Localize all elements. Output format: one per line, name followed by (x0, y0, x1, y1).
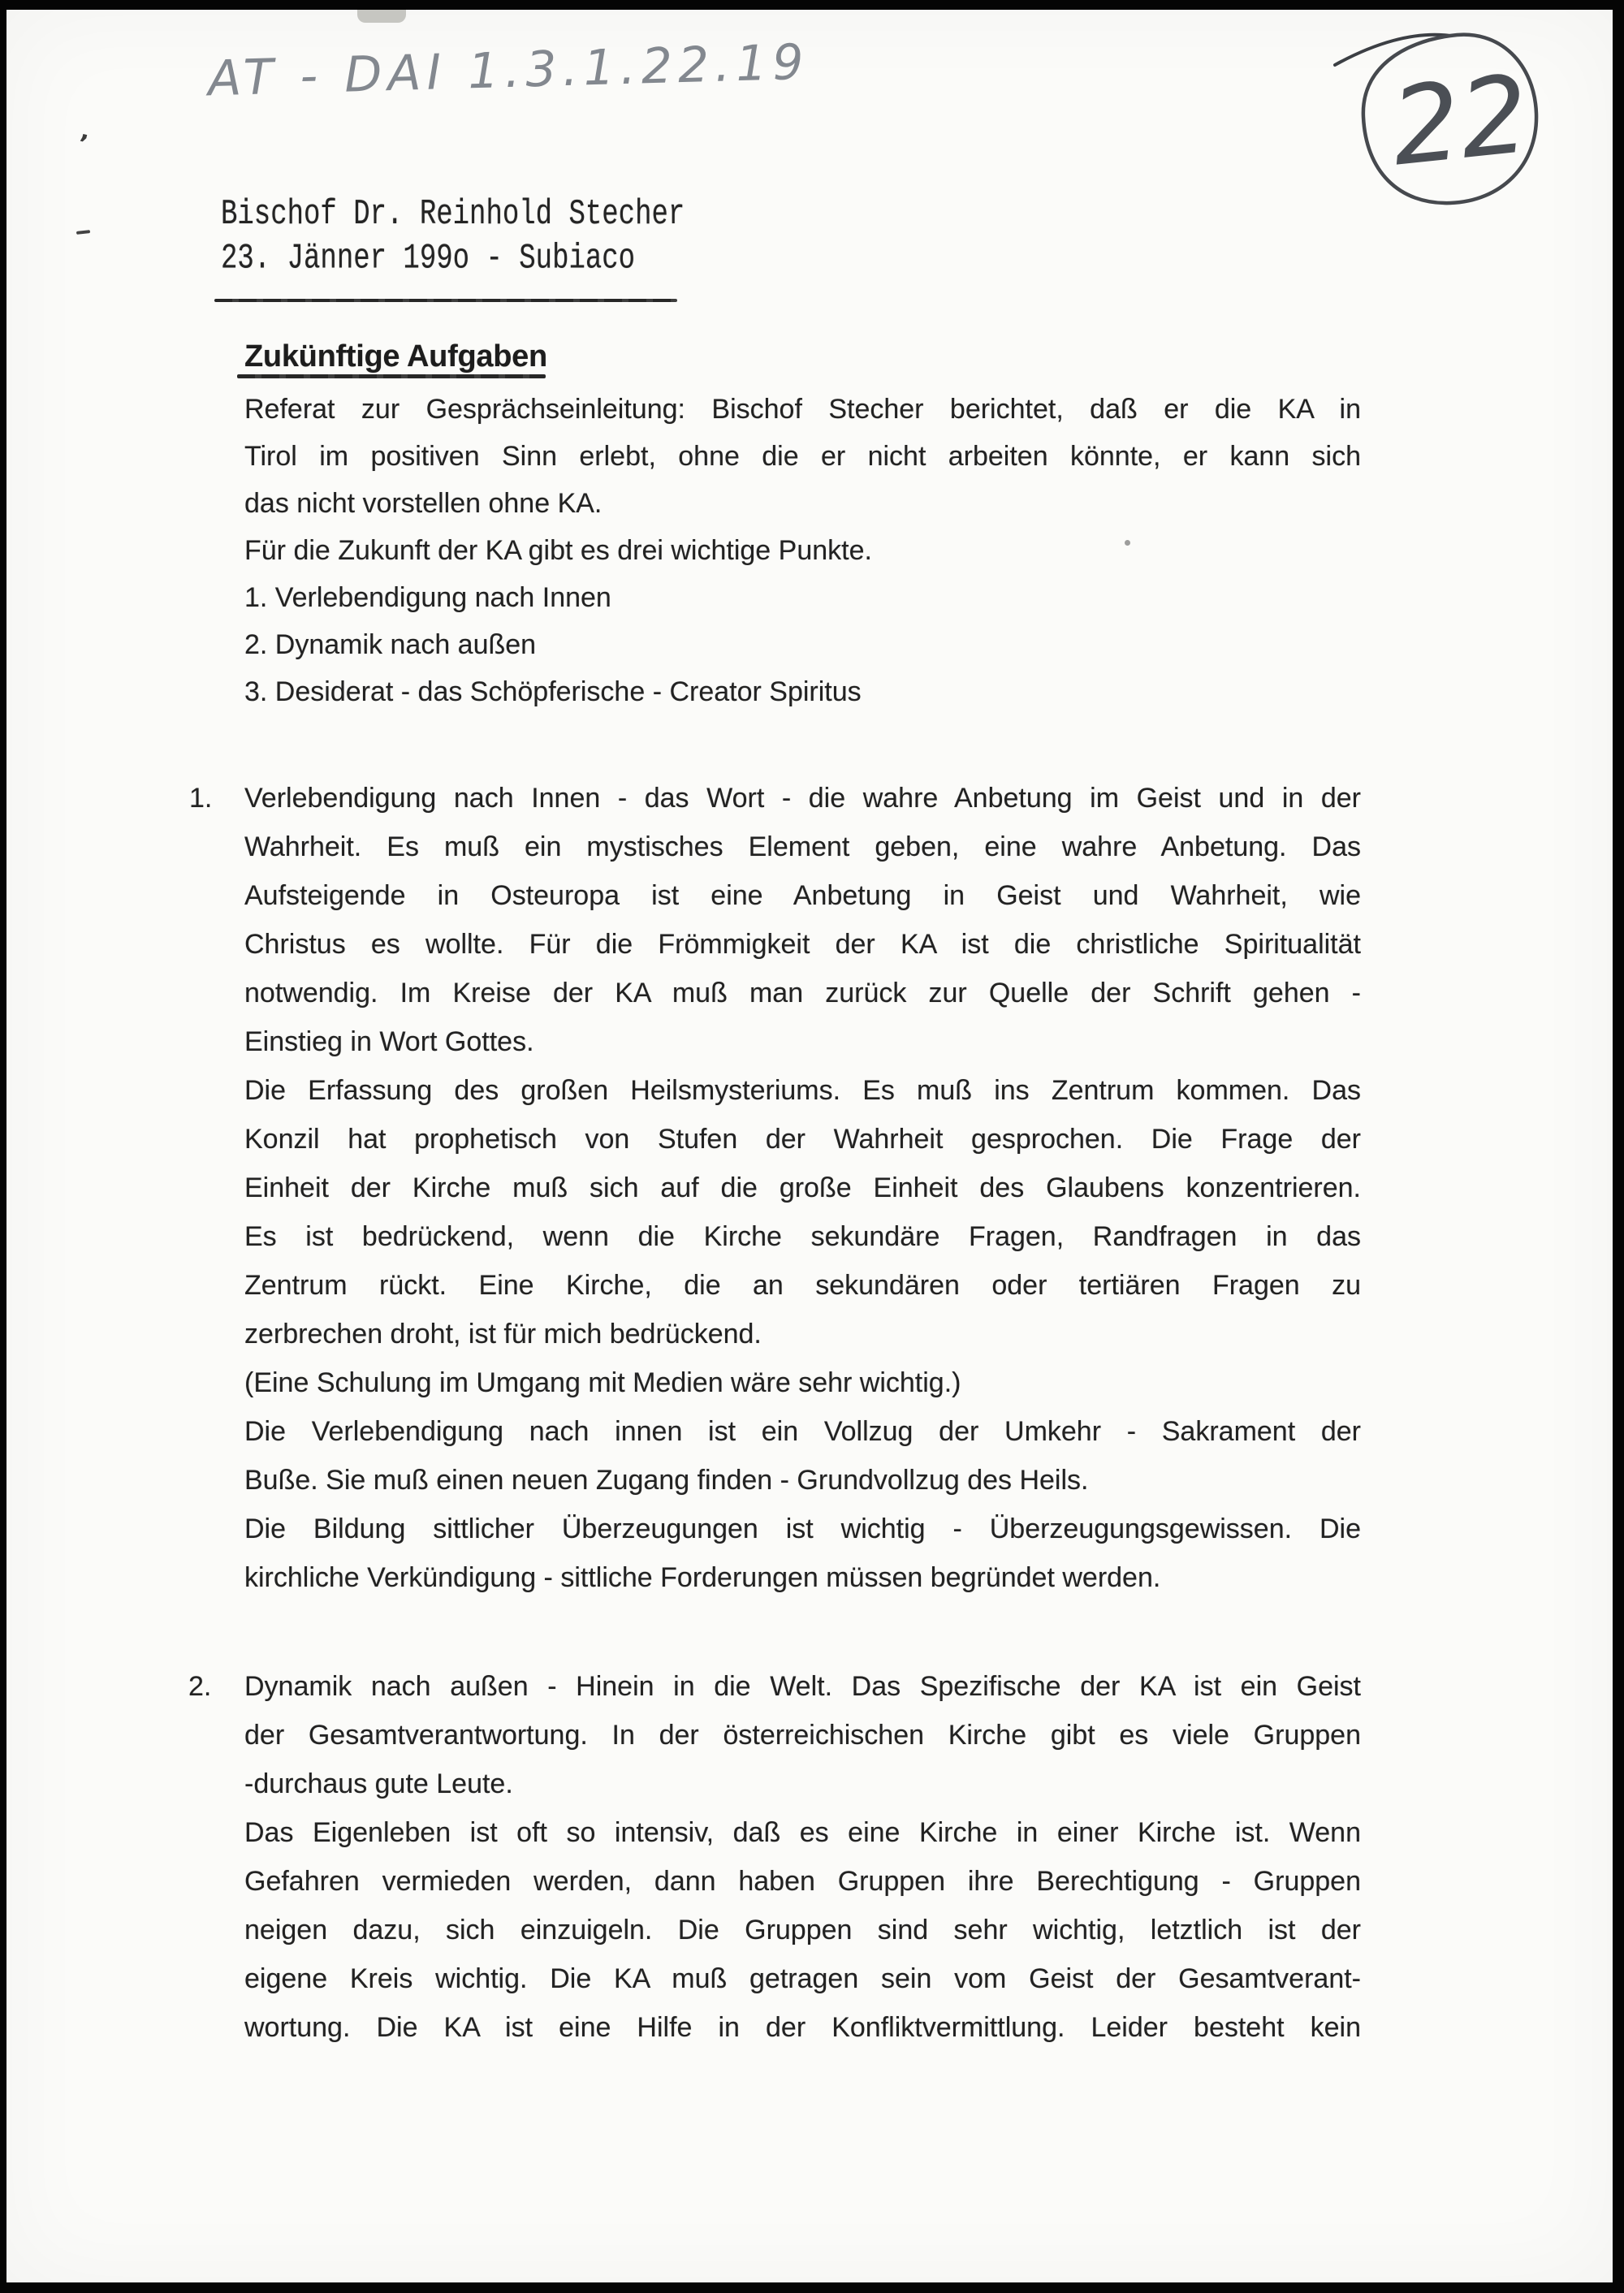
stray-pencil-tick: ’ (74, 129, 91, 159)
text-line: Einheit der Kirche muß sich auf die große Einheit des Glaubens konzentrieren. (244, 1172, 1361, 1203)
text-line: Das Eigenleben ist oft so intensiv, daß es eine Kirche in einer Kirche ist. Wenn (244, 1817, 1361, 1848)
document-title: Zukünftige Aufgaben (244, 339, 547, 374)
text-line: Gefahren vermieden werden, dann haben Gruppen ihre Berechtigung - Gruppen (244, 1866, 1361, 1897)
section-2-text (244, 1662, 1361, 2052)
text-line: Es ist bedrückend, wenn die Kirche sekundäre Fragen, Randfragen in das (244, 1221, 1361, 1252)
text-line: zerbrechen droht, ist für mich bedrückend. (244, 1319, 762, 1349)
text-line: Die Erfassung des großen Heilsmysteriums. Es muß ins Zentrum kommen. Das (244, 1075, 1361, 1106)
stray-ink-dot (1125, 540, 1130, 546)
section-2-number: 2. (188, 1671, 212, 1702)
text-line: der Gesamtverantwortung. In der österreichischen Kirche gibt es viele Gruppen (244, 1720, 1361, 1751)
text-line: neigen dazu, sich einzuigeln. Die Gruppen sind sehr wichtig, letztlich ist der (244, 1915, 1361, 1945)
intro-paragraph (244, 386, 1361, 715)
text-line: Wahrheit. Es muß ein mystisches Element geben, eine wahre Anbetung. Das (244, 831, 1361, 862)
text-line: 3. Desiderat - das Schöpferische - Creator Spiritus (244, 676, 862, 707)
stray-pencil-dash (76, 230, 90, 235)
text-line: Tirol im positiven Sinn erlebt, ohne die er nicht arbeiten könnte, er kann sich (244, 441, 1361, 472)
text-line: eigene Kreis wichtig. Die KA muß getragen sein vom Geist der Gesamtverant- (244, 1963, 1361, 1994)
text-line: (Eine Schulung im Umgang mit Medien wäre sehr wichtig.) (244, 1367, 961, 1398)
text-line: Für die Zukunft der KA gibt es drei wichtige Punkte. (244, 535, 872, 566)
text-line: -durchaus gute Leute. (244, 1768, 513, 1799)
date-line: 23. Jänner 199o - Subiaco (221, 240, 636, 279)
header-underline (214, 299, 677, 302)
text-line: Die Verlebendigung nach innen ist ein Vollzug der Umkehr - Sakrament der (244, 1416, 1361, 1447)
text-line: Konzil hat prophetisch von Stufen der Wahrheit gesprochen. Die Frage der (244, 1124, 1361, 1155)
document-author-date (221, 193, 685, 282)
author-line: Bischof Dr. Reinhold Stecher (221, 195, 685, 235)
section-1-number: 1. (189, 783, 213, 814)
text-line: Buße. Sie muß einen neuen Zugang finden - Grundvollzug des Heils. (244, 1465, 1089, 1496)
section-1-text (244, 774, 1361, 1602)
handwritten-archive-ref: AT - DAI 1.3.1.22.19 (207, 33, 810, 108)
text-line: Christus es wollte. Für die Frömmigkeit der KA ist die christliche Spiritualität (244, 929, 1361, 960)
scan-edge-smudge (357, 10, 406, 23)
text-line: wortung. Die KA ist eine Hilfe in der Konfliktvermittlung. Leider besteht kein (244, 2012, 1361, 2043)
handwritten-page-number-circle (1328, 15, 1564, 209)
text-line: kirchliche Verkündigung - sittliche Forderungen müssen begründet werden. (244, 1562, 1161, 1593)
text-line: notwendig. Im Kreise der KA muß man zurück zur Quelle der Schrift gehen - (244, 978, 1361, 1008)
text-line: Einstieg in Wort Gottes. (244, 1026, 534, 1057)
scanned-page (6, 10, 1613, 2282)
text-line: Verlebendigung nach Innen - das Wort - die wahre Anbetung im Geist und in der (244, 783, 1361, 814)
page-number-text: 22 (1385, 51, 1535, 191)
text-line: Referat zur Gesprächseinleitung: Bischof Stecher berichtet, daß er die KA in (244, 394, 1361, 425)
text-line: Dynamik nach außen - Hinein in die Welt. Das Spezifische der KA ist ein Geist (244, 1671, 1361, 1702)
text-line: 1. Verlebendigung nach Innen (244, 582, 611, 613)
text-line: Aufsteigende in Osteuropa ist eine Anbetung in Geist und Wahrheit, wie (244, 880, 1361, 911)
text-line: Die Bildung sittlicher Überzeugungen ist wichtig - Überzeugungsgewissen. Die (244, 1514, 1361, 1544)
text-line: Zentrum rückt. Eine Kirche, die an sekundären oder tertiären Fragen zu (244, 1270, 1361, 1301)
text-line: das nicht vorstellen ohne KA. (244, 488, 603, 519)
text-line: 2. Dynamik nach außen (244, 629, 537, 660)
title-underline (237, 374, 546, 378)
